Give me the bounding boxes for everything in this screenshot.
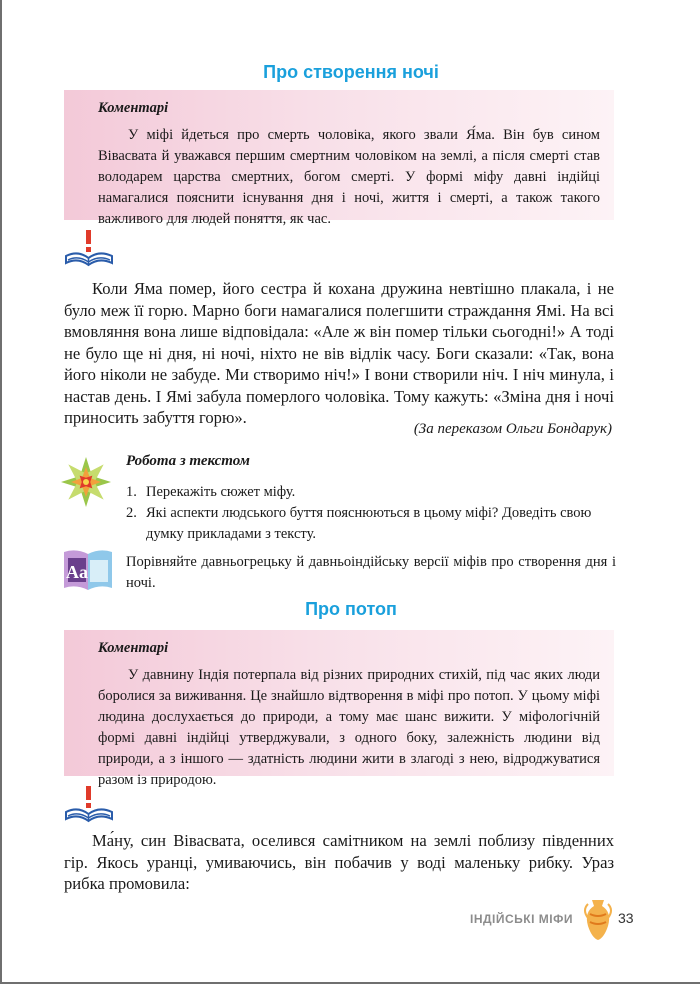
- task-item: [126, 503, 616, 545]
- story-source: (За переказом Ольги Бондарук): [413, 421, 612, 437]
- comment-box-night: [64, 90, 614, 227]
- star-ornament-icon: [60, 456, 112, 508]
- comment-text: У міфі йдеться про смерть чоловіка, якого звали Я́ма. Він був сином Вівасвата й уважався першим смертним чоловіком на землі, а після смерті став володарем царства смертних, богом смерті. У формі міфу давні індійці намагалися пояснити існування дня і ночі, життя і смерті, а також такого важливого для людей поняття, як час.: [98, 127, 600, 227]
- comment-text: У давнину Індія потерпала від різних природних стихій, під час яких люди боролися за виживання. Це знайшло відтворення в міфі про потоп. У цьому міфі людина дослухається до природи, а тому має шанс вижити. У міфологічній формі давні індійці утверджували, з одного боку, залежність людини від природи, а з іншого — здатність людини жити в злагоді з нею, відроджуватися разом із природою.: [98, 667, 600, 788]
- story-paragraph: Коли Яма помер, його сестра й кохана дружина невтішно плакала, і не було меж її горю. Марно боги намагалися полегшити страждання Ямі. На всі вмовляння вона лише відповідала: «Але ж він помер тільки сьогодні!» А тоді не було ще ні дня, ні ночі, ніхто не вів відлік часу. Боги сказали: «Так, вона його ніколи не забуде. Ми створимо ніч!» І вони створили ніч. І ніч минула, і настав день. І Ямі забула померлого чоловіка. Тому кажуть: «Зміна дня і ночі приносить забуття горю».: [64, 279, 614, 427]
- task-list: [126, 482, 616, 545]
- running-footer-title: ІНДІЙСЬКІ МІФИ: [470, 912, 573, 926]
- aa-big-letter: Aa: [66, 562, 88, 582]
- aa-book-icon: [60, 548, 116, 592]
- page-number: 33: [618, 910, 634, 926]
- task-heading: Робота з текстом: [126, 453, 250, 469]
- task-number: 1.: [126, 484, 137, 500]
- open-book-reading-icon: [64, 230, 114, 268]
- story-text-flood: [64, 830, 614, 895]
- compare-task-text: Порівняйте давньогрецьку й давньоіндійську версії міфів про створення дня і ночі.: [126, 554, 616, 591]
- task-item: [126, 482, 616, 503]
- comment-box-flood: [64, 630, 614, 788]
- task-number: 2.: [126, 505, 137, 521]
- story-paragraph: Ма́ну, син Вівасвата, оселився самітником на землі поблизу південних гір. Якось уранці, умиваючись, він побачив у воді маленьку рибку. Ураз рибка промовила:: [64, 831, 614, 893]
- story-text-night: [64, 278, 614, 429]
- task-text: Перекажіть сюжет міфу.: [146, 484, 296, 500]
- open-book-reading-icon: [64, 786, 114, 824]
- section-title-flood: Про потоп: [305, 599, 397, 619]
- amphora-icon: [582, 898, 614, 942]
- section-title-night: Про створення ночі: [263, 62, 439, 82]
- comment-heading: Коментарі: [98, 100, 169, 116]
- task-text: Які аспекти людського буття пояснюються в цьому міфі? Доведіть свою думку прикладами з тексту.: [146, 505, 592, 542]
- comment-heading: Коментарі: [98, 640, 169, 656]
